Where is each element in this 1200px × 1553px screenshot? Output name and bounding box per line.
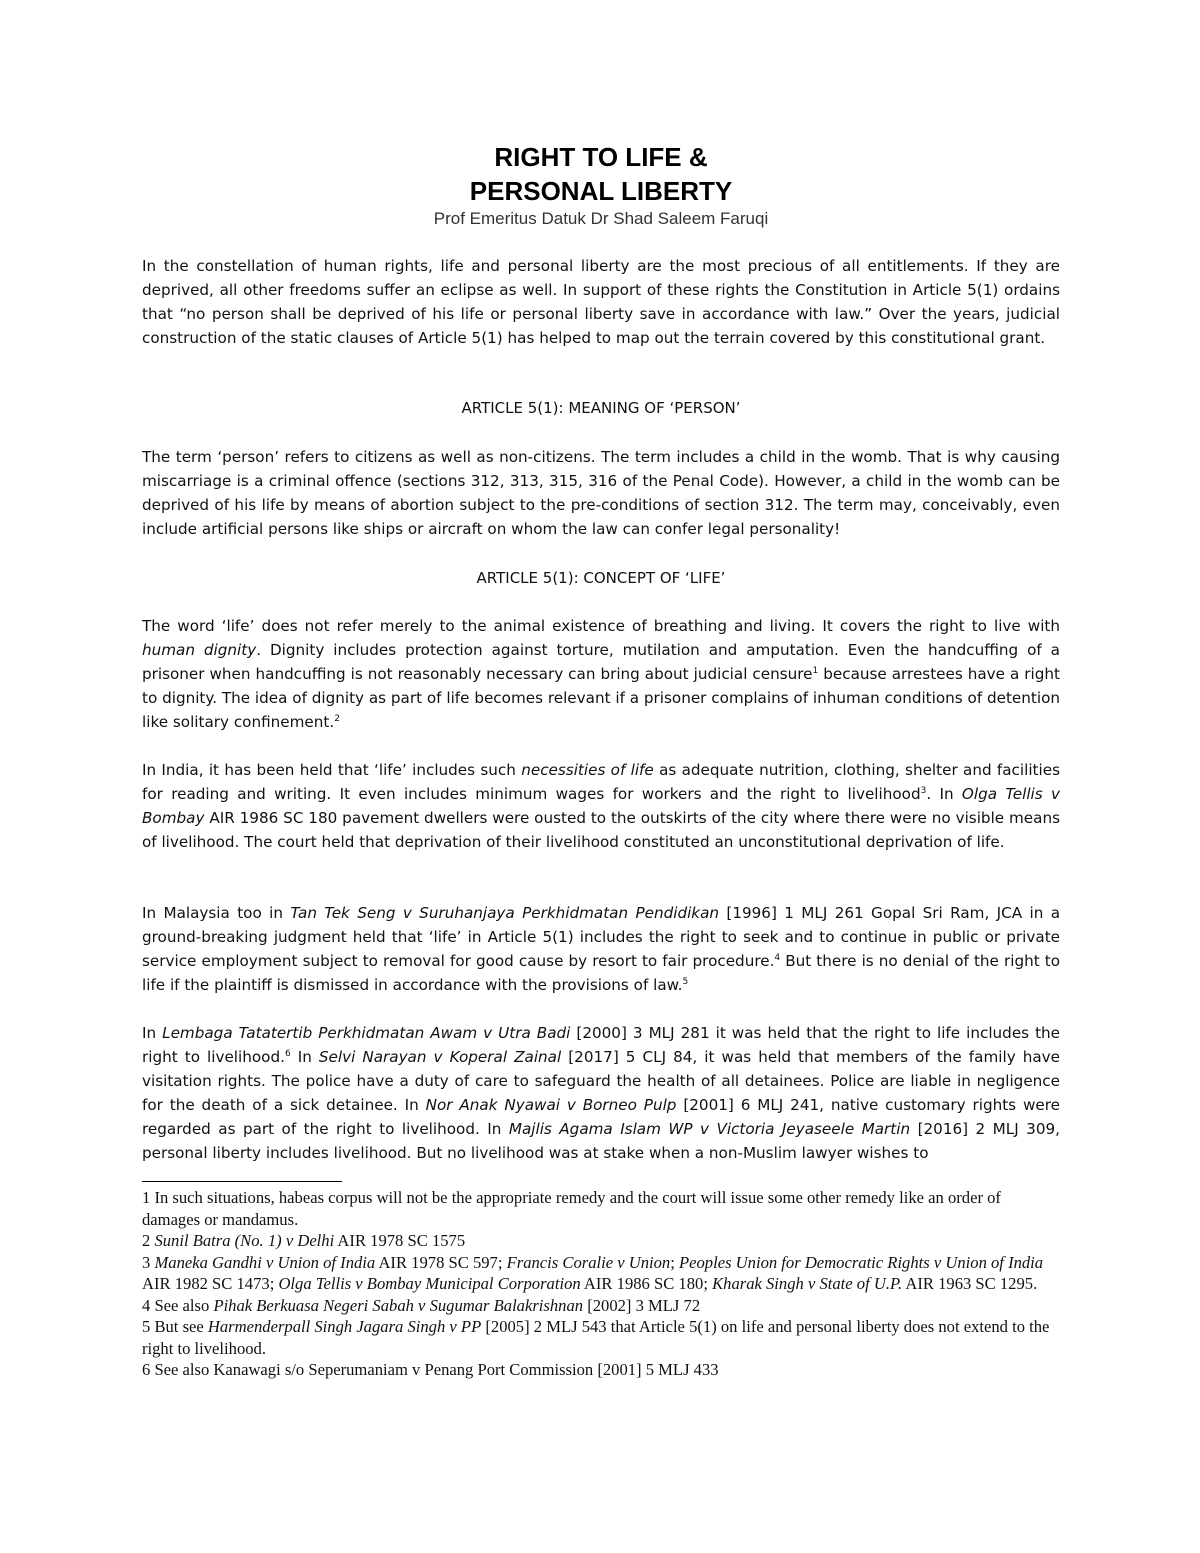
title-line-2: PERSONAL LIBERTY	[469, 176, 733, 206]
footnote-6: 6 See also Kanawagi s/o Seperumaniam v Penang Port Commission [2001] 5 MLJ 433	[142, 1360, 719, 1379]
heading-meaning-of-person: ARTICLE 5(1): MEANING OF ‘PERSON’	[461, 399, 741, 417]
life-dignity-paragraph: The word ‘life’ does not refer merely to the animal existence of breathing and living. It covers the right to live with human dignity. Dignity includes protection against torture, mutilation and amputation. Even the handcuffing of a prisoner when handcuffing is not reasonably necessary can bring about judicial censure$^1$ because arrestees have a right to dignity. The idea of dignity as part of life becomes relevant if a prisoner complains of inhuman conditions of detention like solitary confinement.$^2$	[142, 617, 1060, 731]
footnote-ref-4: 4	[774, 952, 781, 963]
india-paragraph: In India, it has been held that ‘life’ includes such necessities of life as adequate nutrition, clothing, shelter and facilities for reading and writing. It even includes minimum wages for workers and the right to livelihood$^3$. In Olga Tellis v Bombay AIR 1986 SC 180 pavement dwellers were ousted to the outskirts of the city where there were no visible means of livelihood. The court held that deprivation of their livelihood constituted an unconstitutional deprivation of life.	[142, 761, 1060, 851]
lembaga-paragraph: In Lembaga Tatatertib Perkhidmatan Awam v Utra Badi [2000] 3 MLJ 281 it was held that the right to life includes the right to livelihood.$^6$ In Selvi Narayan v Koperal Zainal [2017] 5 CLJ 84, it was held that members of the family have visitation rights. The police have a duty of care to safeguard the health of all detainees. Police are liable in negligence for the death of a sick detainee. In Nor Anak Nyawai v Borneo Pulp [2001] 6 MLJ 241, native customary rights were regarded as part of the right to livelihood. In Majlis Agama Islam WP v Victoria Jeyaseele Martin [2016] 2 MLJ 309, personal liberty includes livelihood. But no livelihood was at stake when a non-Muslim lawyer wishes to	[142, 1024, 1060, 1162]
footnote-2: 2 Sunil Batra (No. 1) v Delhi AIR 1978 SC 1575	[142, 1231, 466, 1250]
footnote-separator	[142, 1181, 342, 1182]
author: Prof Emeritus Datuk Dr Shad Saleem Faruqi	[433, 209, 769, 228]
footnote-4: 4 See also Pihak Berkuasa Negeri Sabah v Sugumar Balakrishnan [2002] 3 MLJ 72	[142, 1295, 701, 1315]
person-paragraph: The term ‘person’ refers to citizens as well as non-citizens. The term includes a child in the womb. That is why causing miscarriage is a criminal offence (sections 312, 313, 315, 316 of the Penal Code). However, a child in the womb can be deprived of his life by means of abortion subject to the pre-conditions of section 312. The term may, conceivably, even include artificial persons like ships or aircraft on whom the law can confer legal personality!	[142, 448, 1060, 538]
footnote-ref-2: 2	[334, 713, 340, 724]
footnote-3: 3 Maneka Gandhi v Union of India AIR 1978 SC 597; Francis Coralie v Union; Peoples Union for Democratic Rights v Union of India AIR 1982 SC 1473; Olga Tellis v Bombay Municipal Corporation AIR 1986 SC 180; Kharak Singh v State of U.P. AIR 1963 SC 1295.	[142, 1252, 1044, 1293]
intro-paragraph: In the constellation of human rights, life and personal liberty are the most precious of all entitlements. If they are deprived, all other freedoms suffer an eclipse as well. In support of these rights the Constitution in Article 5(1) ordains that “no person shall be deprived of his life or personal liberty save in accordance with law.” Over the years, judicial construction of the static clauses of Article 5(1) has helped to map out the terrain covered by this constitutional grant.	[142, 257, 1060, 347]
footnote-1: 1 In such situations, habeas corpus will not be the appropriate remedy and the court will issue some other remedy like an order of damages or mandamus.	[142, 1188, 1001, 1229]
malaysia-paragraph: In Malaysia too in Tan Tek Seng v Suruhanjaya Perkhidmatan Pendidikan [1996] 1 MLJ 261 Gopal Sri Ram, JCA in a ground-breaking judgment held that ‘life’ in Article 5(1) includes the right to seek and to continue in public or private service employment subject to removal for good cause by resort to fair procedure.$^4$ But there is no denial of the right to life if the plaintiff is dismissed in accordance with the provisions of law.$^5$	[142, 904, 1060, 994]
heading-concept-of-life: ARTICLE 5(1): CONCEPT OF ‘LIFE’	[476, 569, 726, 587]
footnote-ref-6: 6	[284, 1048, 291, 1059]
footnote-ref-1: 1	[812, 665, 819, 676]
footnote-ref-3: 3	[920, 785, 927, 796]
title-line-1: RIGHT TO LIFE &	[494, 142, 708, 172]
footnotes	[142, 1187, 1060, 1381]
footnote-ref-5: 5	[682, 976, 689, 987]
footnote-5: 5 But see Harmenderpall Singh Jagara Singh v PP [2005] 2 MLJ 543 that Article 5(1) on life and personal liberty does not extend to the right to livelihood.	[142, 1317, 1050, 1358]
